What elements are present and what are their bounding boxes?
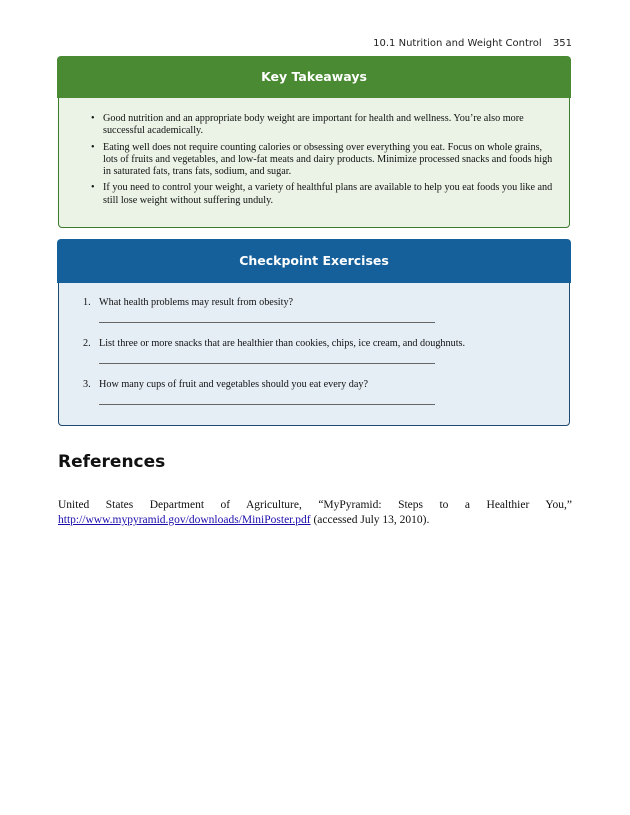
answer-line[interactable]	[99, 322, 435, 323]
list-item: • Good nutrition and an appropriate body weight are important for health and wellness. You’re also more successful academically.	[103, 113, 558, 138]
exercise-number: 2.	[83, 338, 91, 349]
exercise-item	[83, 297, 539, 338]
checkpoint-exercises-box	[58, 241, 570, 426]
checkpoint-exercises-title: Checkpoint Exercises	[57, 239, 571, 283]
exercise-item	[83, 379, 539, 420]
exercise-item	[83, 338, 539, 379]
key-takeaways-box	[58, 58, 570, 228]
running-head-section: 10.1 Nutrition and Weight Control	[373, 38, 542, 49]
list-item: • Eating well does not require counting calories or obsessing over everything you eat. Focus on whole grains, lots of fruits and vegetables, and low-fat meats and dairy products. Minimize processed snacks and foods high in saturated fats, trans fats, sodium, and sugar.	[103, 142, 558, 179]
answer-line[interactable]	[99, 404, 435, 405]
key-takeaways-title: Key Takeaways	[57, 56, 571, 98]
exercise-question: List three or more snacks that are healthier than cookies, chips, ice cream, and doughnuts.	[99, 338, 466, 349]
answer-line[interactable]	[99, 363, 435, 364]
exercise-list	[83, 297, 539, 420]
citation-suffix: (accessed July 13, 2010).	[310, 514, 430, 526]
reference-link[interactable]: http://www.mypyramid.gov/downloads/MiniPoster.pdf	[58, 514, 311, 526]
exercise-number: 3.	[83, 379, 91, 390]
key-takeaways-list	[103, 113, 558, 211]
exercise-question: How many cups of fruit and vegetables should you eat every day?	[99, 379, 369, 390]
list-item: • If you need to control your weight, a variety of healthful plans are available to help you eat foods you like and still lose weight without suffering unduly.	[103, 182, 558, 207]
citation-prefix: United States Department of Agriculture, “MyPyramid: Steps to a Healthier You,”	[58, 499, 572, 511]
running-head	[373, 38, 572, 49]
exercise-question: What health problems may result from obesity?	[99, 297, 294, 308]
references-heading: References	[58, 452, 166, 472]
exercise-number: 1.	[83, 297, 91, 308]
reference-citation	[58, 498, 572, 528]
page-number: 351	[552, 38, 572, 49]
